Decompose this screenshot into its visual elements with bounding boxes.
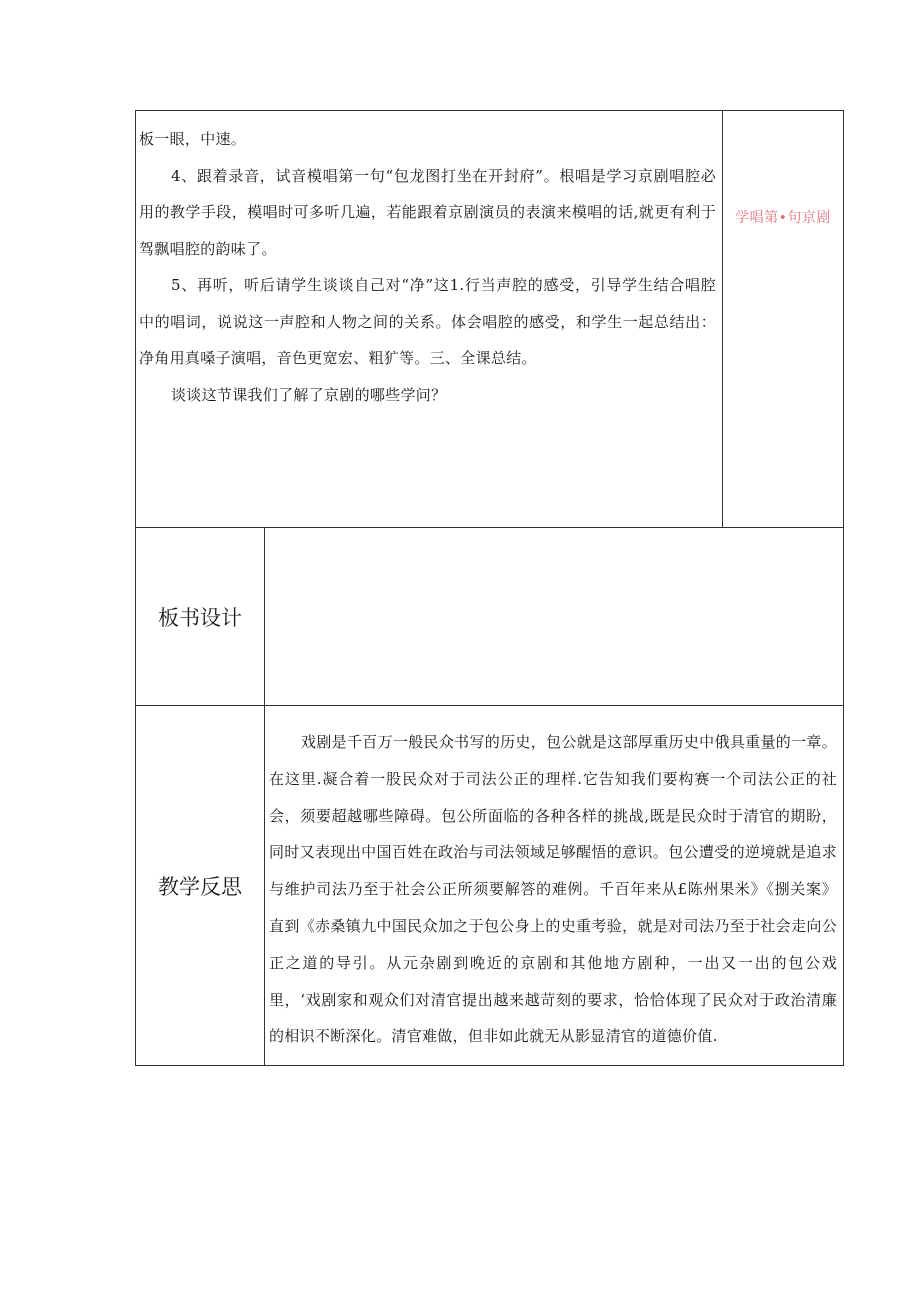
process-paragraph: 5、再听，听后请学生谈谈自己对“净”这1.行当声腔的感受，引导学生结合唱腔中的唱词，说说这一声腔和人物之间的关系。体会唱腔的感受，和学生一起总结出：净角用真嗓子演唱，音色更宽宏、粗犷等。三、全课总结。 [139, 276, 717, 367]
reflection-paragraph: 戏剧是千百万一般民众书写的历史，包公就是这部厚重历史中俄具重量的一章。在这里.凝合着一股民众对于司法公正的理样.它告知我们要构赛一个司法公正的社会，须要超越哪些障碍。包公所面临的各种各样的挑战,既是民众时于清官的期盼，同时又表现出中国百姓在政治与司法领域足够醒悟的意识。包公遭受的逆境就是追求与维护司法乃至于社会公正所须要解答的难例。千百年来从£陈州果米》《捌关案》直到《赤桑镇九中国民众加之于包公身上的史重考验，就是对司法乃至于社会走向公正之道的导引。从元杂剧到晚近的京剧和其他地方剧种，一出又一出的包公戏里，‘戏剧家和观众们对清官提出越来越苛刻的要求，恰恰体现了民众对于政治清廉的相识不断深化。清官难做，但非如此就无从影显清官的道德价值. [269, 733, 838, 1046]
reflection-row [136, 706, 844, 1066]
teaching-process-cell [136, 111, 723, 528]
board-design-content [265, 528, 844, 706]
board-design-label: 板书设计 [136, 528, 265, 706]
process-paragraph: 谈谈这节课我们了解了京剧的哪些学问？ [171, 385, 447, 404]
teaching-process-row [136, 111, 844, 528]
lesson-plan-table [135, 110, 844, 1066]
reflection-content [265, 706, 844, 1066]
reflection-label: 教学反思 [136, 706, 265, 1066]
process-paragraph: 4、跟着录音，试音模唱第一句“包龙图打坐在开封府”。根唱是学习京剧唱腔必用的教学手段，模唱时可多听几遍，若能跟着京剧演员的表演来模唱的话,就更有利于驾飘唱腔的韵味了。 [139, 166, 717, 258]
process-paragraph: 板一眼，中速。 [139, 130, 247, 148]
margin-note: 学唱第•句京剧 [735, 210, 831, 226]
board-design-row [136, 528, 844, 706]
margin-note-cell [723, 111, 844, 528]
